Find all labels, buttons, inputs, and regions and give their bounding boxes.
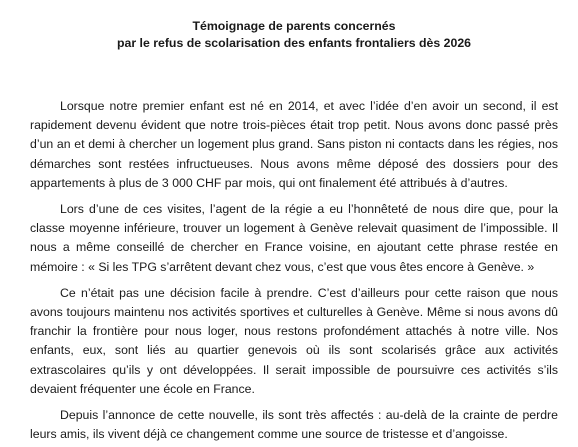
document-title [30, 18, 558, 52]
paragraph: Lors d’une de ces visites, l’agent de la régie a eu l’honnêteté de nous dire que, pour la classe moyenne inférieure, trouver un logement à Genève relevait quasiment de l’impossible. Il nous a même conseillé de chercher en France voisine, en ajoutant cette phrase restée en mémoire : « Si les TPG s’arrêtent devant chez vous, c’est que vous êtes encore à Genève. » [30, 202, 558, 274]
title-line-2: par le refus de scolarisation des enfants frontaliers dès 2026 [116, 36, 472, 50]
document-body [30, 97, 558, 444]
paragraph: Depuis l’annonce de cette nouvelle, ils sont très affectés : au-delà de la crainte de perdre leurs amis, ils vivent déjà ce changement comme une source de tristesse et d’angoisse. [30, 408, 558, 442]
paragraph: Lorsque notre premier enfant est né en 2014, et avec l’idée d’en avoir un second, il est rapidement devenu évident que notre trois-pièces était trop petit. Nous avons donc passé près d’un an et demi à chercher un logement plus grand. Sans piston ni contacts dans les régies, nos démarches sont restées infructueuses. Nous avons même déposé des dossiers pour des appartements à plus de 3 000 CHF par mois, qui ont finalement été attribués à d’autres. [30, 99, 558, 190]
title-line-1: Témoignage de parents concernés [192, 19, 396, 33]
paragraph: Ce n’était pas une décision facile à prendre. C’est d’ailleurs pour cette raison que nous avons toujours maintenu nos activités sportives et culturelles à Genève. Même si nous avons dû franchir la frontière pour nous loger, nous restons profondément attachés à notre ville. Nos enfants, eux, sont liés au quartier genevois où ils sont scolarisés grâce aux activités extrascolaires qu’ils y ont développées. Il serait impossible de poursuivre ces activités s’ils devaient fréquenter une école en France. [30, 285, 558, 396]
